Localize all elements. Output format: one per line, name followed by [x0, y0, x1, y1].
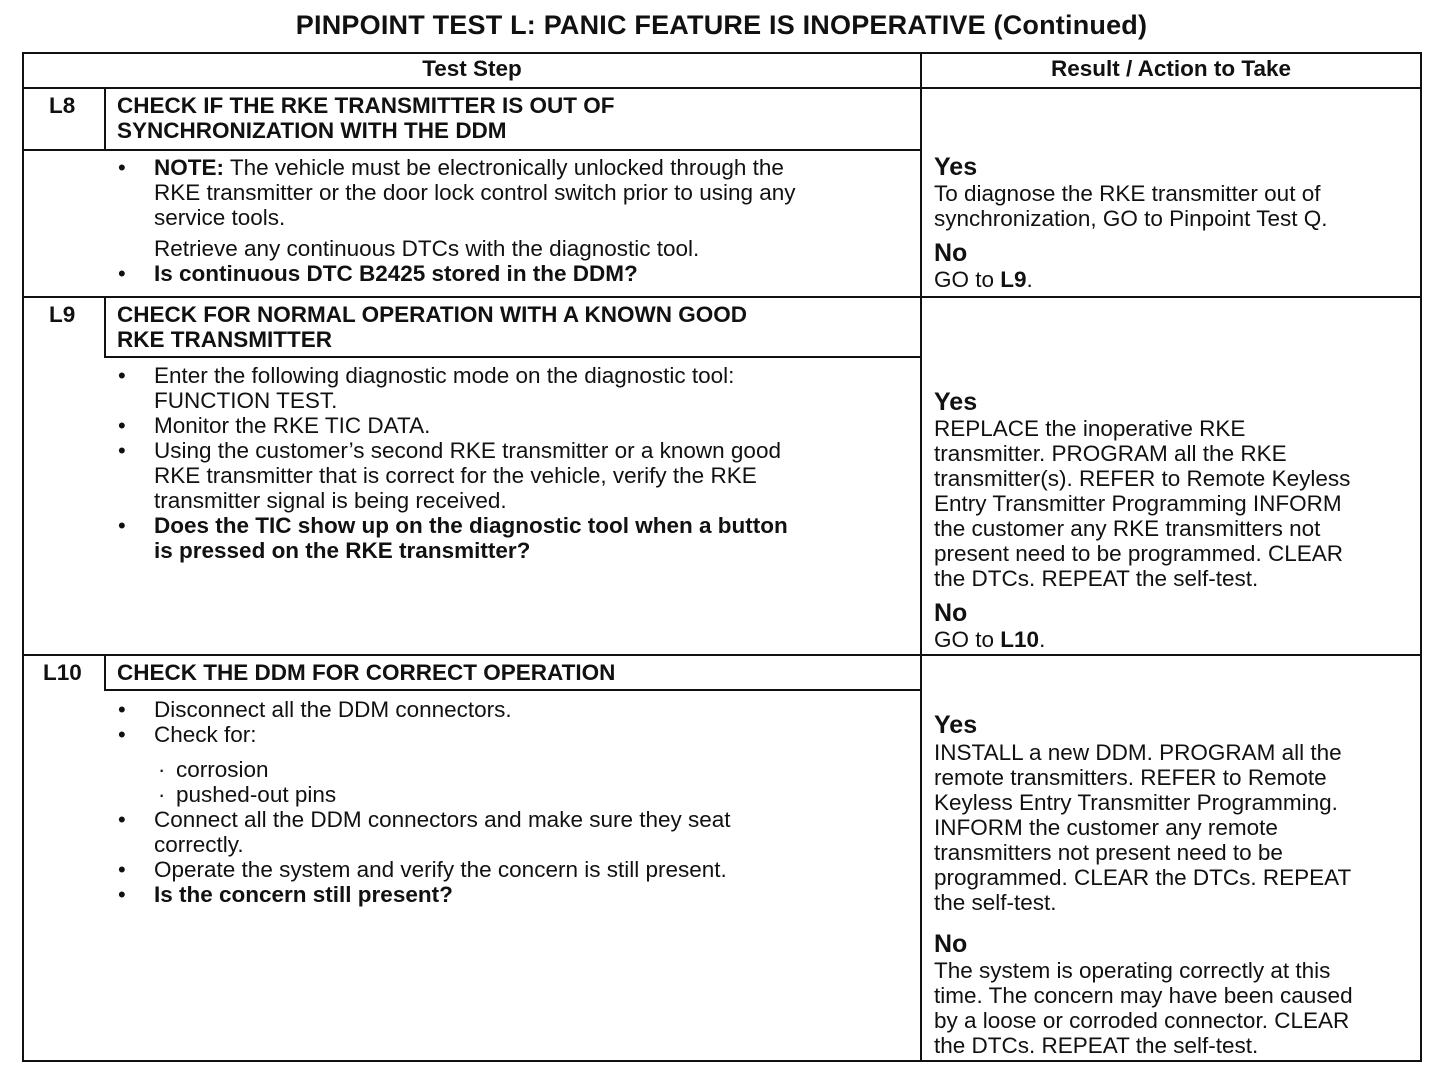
column-divider	[920, 52, 922, 1062]
l10-sub1: corrosion	[176, 757, 269, 782]
l8-note-line2: RKE transmitter or the door lock control switch prior to using any	[154, 180, 796, 205]
step-heading-l8-line2: SYNCHRONIZATION WITH THE DDM	[117, 118, 507, 143]
l8-no-prefix: GO to	[934, 267, 1001, 292]
l10-question: Is the concern still present?	[154, 882, 453, 907]
l10-yes-label: Yes	[934, 711, 978, 739]
bullet: •	[118, 807, 126, 832]
l8-note-line1	[154, 155, 784, 180]
bullet: •	[118, 261, 126, 286]
bullet: •	[118, 155, 126, 180]
row-divider-l10	[22, 654, 1422, 656]
l9-no-text	[934, 627, 1045, 652]
l10-heading-underline	[104, 689, 922, 691]
l8-no-suffix: .	[1026, 267, 1033, 292]
bullet: •	[118, 697, 126, 722]
l10-sub2: pushed-out pins	[176, 782, 337, 807]
l8-note-line3: service tools.	[154, 205, 286, 230]
row-divider-l9	[22, 296, 1422, 298]
l8-yes-text: To diagnose the RKE transmitter out of synchronization, GO to Pinpoint Test Q.	[934, 181, 1328, 231]
l9-bullet1-line1: Enter the following diagnostic mode on the diagnostic tool:	[154, 363, 735, 388]
l9-yes-text: REPLACE the inoperative RKE transmitter. PROGRAM all the RKE transmitter(s). REFER to Remote Keyless Entry Transmitter Programming INFORM the customer any RKE transmitters not present need to be programmed. CLEAR the DTCs. REPEAT the self-test.	[934, 416, 1351, 591]
header-test-step: Test Step	[422, 56, 522, 81]
l8-no-label: No	[934, 239, 968, 267]
l8-retrieve: Retrieve any continuous DTCs with the diagnostic tool.	[154, 236, 700, 261]
l9-bullet3-line3: transmitter signal is being received.	[154, 488, 507, 513]
l9-no-label: No	[934, 599, 968, 627]
note-label: NOTE:	[154, 155, 224, 180]
l9-bullet3-line2: RKE transmitter that is correct for the vehicle, verify the RKE	[154, 463, 757, 488]
step-heading-l9: CHECK FOR NORMAL OPERATION WITH A KNOWN GOOD	[117, 302, 747, 327]
l8-yes-label: Yes	[934, 153, 978, 181]
l9-bullet2: Monitor the RKE TIC DATA.	[154, 413, 431, 438]
sub-bullet: ·	[158, 782, 166, 807]
bullet: •	[118, 882, 126, 907]
l8-heading-underline	[22, 149, 922, 151]
l10-no-label: No	[934, 930, 968, 958]
bullet: •	[118, 513, 126, 538]
step-id-l9: L9	[49, 302, 76, 327]
l10-bullet4: Operate the system and verify the concern is still present.	[154, 857, 727, 882]
step-heading-l9-line2: RKE TRANSMITTER	[117, 327, 332, 352]
bullet: •	[118, 722, 126, 747]
l9-question-line2: is pressed on the RKE transmitter?	[154, 538, 531, 563]
l10-bullet1: Disconnect all the DDM connectors.	[154, 697, 512, 722]
l9-bullet3-line1: Using the customer’s second RKE transmitter or a known good	[154, 438, 781, 463]
l9-id-divider	[104, 296, 106, 358]
step-heading-l10: CHECK THE DDM FOR CORRECT OPERATION	[117, 660, 616, 685]
page-title: PINPOINT TEST L: PANIC FEATURE IS INOPERATIVE (Continued)	[295, 10, 1148, 40]
l10-bullet2: Check for:	[154, 722, 257, 747]
l9-no-suffix: .	[1039, 627, 1046, 652]
l10-no-text: The system is operating correctly at this time. The concern may have been caused by a loose or corroded connector. CLEAR the DTCs. REPEAT the self-test.	[934, 958, 1353, 1058]
l10-bullet3-line1: Connect all the DDM connectors and make sure they seat	[154, 807, 731, 832]
l9-heading-underline	[104, 356, 922, 358]
header-result-action: Result / Action to Take	[1050, 56, 1292, 81]
l9-no-prefix: GO to	[934, 627, 1001, 652]
l8-question: Is continuous DTC B2425 stored in the DDM?	[154, 261, 638, 286]
l10-yes-text: INSTALL a new DDM. PROGRAM all the remote transmitters. REFER to Remote Keyless Entry Transmitter Programming. INFORM the customer any remote transmitters not present need to be programmed. CLEAR the DTCs. REPEAT the self-test.	[934, 740, 1352, 915]
l9-no-ref: L10	[1000, 627, 1040, 652]
l9-question-line1: Does the TIC show up on the diagnostic tool when a button	[154, 513, 788, 538]
header-divider	[22, 87, 1422, 89]
l8-no-ref: L9	[1000, 267, 1027, 292]
l8-no-text	[934, 267, 1033, 292]
bullet: •	[118, 363, 126, 388]
l9-bullet1-line2: FUNCTION TEST.	[154, 388, 338, 413]
bullet: •	[118, 438, 126, 463]
step-id-l8: L8	[49, 93, 76, 118]
bullet: •	[118, 857, 126, 882]
l10-bullet3-line2: correctly.	[154, 832, 244, 857]
note-text: The vehicle must be electronically unlocked through the	[224, 155, 784, 180]
l9-yes-label: Yes	[934, 388, 978, 416]
step-id-l10: L10	[43, 660, 82, 685]
step-heading-l8: CHECK IF THE RKE TRANSMITTER IS OUT OF	[117, 93, 615, 118]
l10-id-divider	[104, 654, 106, 691]
sub-bullet: ·	[158, 757, 166, 782]
bullet: •	[118, 413, 126, 438]
l8-id-divider	[104, 87, 106, 150]
